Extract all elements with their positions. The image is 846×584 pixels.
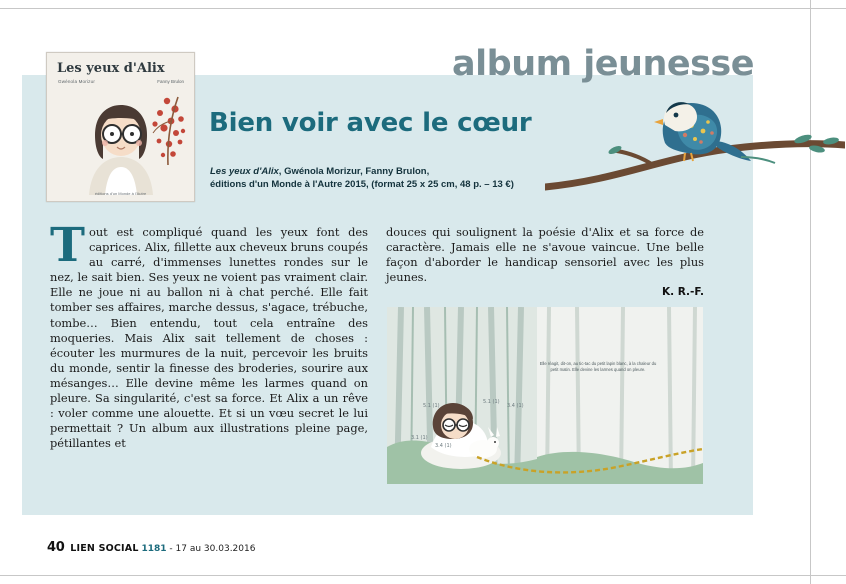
forest-scene-illustration-icon [387, 307, 703, 484]
svg-text:5.1 (1): 5.1 (1) [423, 403, 440, 409]
cover-title: Les yeux d'Alix [57, 61, 165, 76]
article-body-left [50, 218, 368, 451]
page-number: 40 [47, 540, 65, 555]
section-title: album jeunesse [452, 44, 754, 84]
credits-authors: , Gwénola Morizur, Fanny Brulon, [278, 166, 430, 177]
cover-publisher: éditions d'un Monde à l'Autre [94, 191, 147, 196]
left-gutter [0, 75, 22, 515]
cover-author: Fanny Brulon [157, 79, 184, 84]
article-body-right: douces qui soulignent la poésie d'Alix et sa force de caractère. Jamais elle ne s'avoue vaincue. Une belle façon d'aborder le handicap sensoriel avec les plus jeunes. [386, 225, 704, 285]
issue-dates: - 17 au 30.03.2016 [169, 544, 256, 554]
page-footer [47, 540, 255, 555]
cover-illustration-icon [47, 87, 194, 195]
page-bottom-rule [0, 575, 846, 576]
svg-text:3.4 (1): 3.4 (1) [435, 443, 452, 449]
issue-number: 1181 [141, 544, 167, 554]
cover-subtitle: Gwénola Morizur [58, 79, 96, 84]
svg-text:3.1 (1): 3.1 (1) [411, 435, 428, 441]
article-byline: K. R.-F. [661, 286, 704, 298]
book-credits [210, 165, 540, 191]
book-cover-image [46, 52, 195, 202]
bird-on-branch-illustration-icon [545, 95, 845, 220]
article-title: Bien voir avec le cœur [209, 108, 532, 138]
credits-book-title: Les yeux d'Alix [210, 166, 279, 177]
drop-cap: T [50, 218, 85, 273]
svg-text:3.4 (1): 3.4 (1) [507, 403, 524, 409]
article-illustration [387, 307, 703, 484]
page-right-rule [810, 0, 811, 584]
illustration-caption: Elle réagit, dit-on, au tic-tac du petit lapin blanc, à la chaleur du petit matin. Elle devine les larmes quand on pleure. [539, 361, 657, 372]
magazine-name: LIEN SOCIAL [70, 543, 139, 554]
page-top-rule [0, 8, 846, 9]
article-body-left-text: out est compliqué quand les yeux font des caprices. Alix, fillette aux cheveux bruns coupés au carré, d'immenses lunettes rondes sur le nez, le sait bien. Ses yeux ne voient pas vraiment clair. Elle ne joue ni au ballon ni à chat perché. Elle fait tomber ses affaires, marche dessus, s'agace, trébuche, tombe… Bien entendu, tout cela entraîne des moqueries. Mais Alix sait tellement de choses : écouter les murmures de la nuit, percevoir les bruits du monde, sentir la finesse des broderies, sourire aux mésanges… Elle devine même les larmes quand on pleure. Sa singularité, c'est sa force. Et Alix a un rêve : voler comme une alouette. Et si un vœu secret le lui permettait ? Un album aux illustrations pleine page, pétillantes et [50, 225, 368, 451]
credits-publisher-line: éditions d'un Monde à l'Autre 2015, (format 25 x 25 cm, 48 p. – 13 €) [210, 179, 514, 190]
svg-text:5.1 (1): 5.1 (1) [483, 399, 500, 405]
